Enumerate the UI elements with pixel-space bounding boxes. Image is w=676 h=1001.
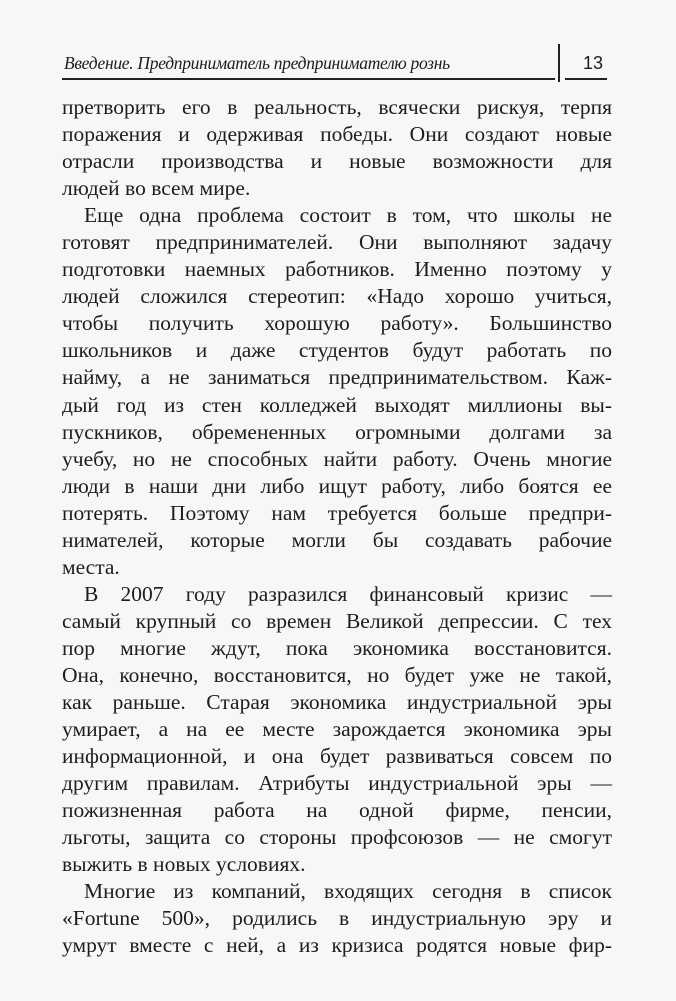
text-line: претворить его в реальность, всячески рискуя, терпя (62, 95, 612, 119)
header-divider (558, 44, 560, 82)
text-line: пор многие ждут, пока экономика восстановится. (62, 635, 612, 660)
text-line: учебу, но не способных найти работу. Очень многие (62, 446, 612, 471)
page-number-box (565, 48, 607, 80)
text-line: выжить в новых условиях. (62, 852, 306, 877)
text-line: самый крупный со времен Великой депрессии. С тех (62, 608, 612, 633)
text-line: льготы, защита со стороны профсоюзов — не смогут (62, 825, 612, 850)
text-line: школьников и даже студентов будут работать по (62, 338, 612, 363)
text-line: дый год из стен колледжей выходят миллионы вы- (62, 392, 612, 417)
text-line: Она, конечно, восстановится, но будет уже не такой, (62, 662, 612, 687)
text-line: Еще одна проблема состоит в том, что школы не (84, 203, 612, 228)
text-line: подготовки наемных работников. Именно поэтому у (62, 257, 612, 282)
text-line: другим правилам. Атрибуты индустриальной эры — (62, 771, 612, 796)
body-text (62, 94, 612, 960)
text-line: потерять. Поэтому нам требуется больше предпри- (62, 500, 612, 525)
text-line: людей сложился стереотип: «Надо хорошо учиться, (62, 284, 612, 309)
text-line: как раньше. Старая экономика индустриальной эры (62, 690, 612, 715)
text-line: умирает, а на ее месте зарождается экономика эры (62, 717, 612, 742)
page-number: 13 (582, 53, 603, 73)
text-line: готовят предпринимателей. Они выполняют задачу (62, 230, 612, 255)
text-line: найму, а не заниматься предпринимательством. Каж- (62, 365, 612, 390)
running-header (62, 48, 555, 80)
text-line: «Fortune 500», родились в индустриальную эру и (62, 906, 612, 931)
text-line: В 2007 году разразился финансовый кризис — (84, 581, 612, 606)
text-line: места. (62, 554, 120, 579)
text-line: Многие из компаний, входящих сегодня в список (84, 879, 612, 904)
text-line: люди в наши дни либо ищут работу, либо боятся ее (62, 473, 612, 498)
text-line: отрасли производства и новые возможности для (62, 149, 612, 174)
text-line: чтобы получить хорошую работу». Большинство (62, 311, 612, 336)
text-line: поражения и одерживая победы. Они создают новые (62, 122, 612, 147)
running-title: Введение. Предприниматель предпринимателю рознь (64, 53, 450, 73)
text-line: пускников, обремененных огромными долгами за (62, 419, 612, 444)
text-line: умрут вместе с ней, а из кризиса родятся новые фир- (62, 933, 612, 958)
text-line: пожизненная работа на одной фирме, пенсии, (62, 798, 612, 823)
text-line: нимателей, которые могли бы создавать рабочие (62, 527, 612, 552)
text-line: людей во всем мире. (62, 176, 251, 201)
text-line: информационной, и она будет развиваться совсем по (62, 744, 612, 769)
